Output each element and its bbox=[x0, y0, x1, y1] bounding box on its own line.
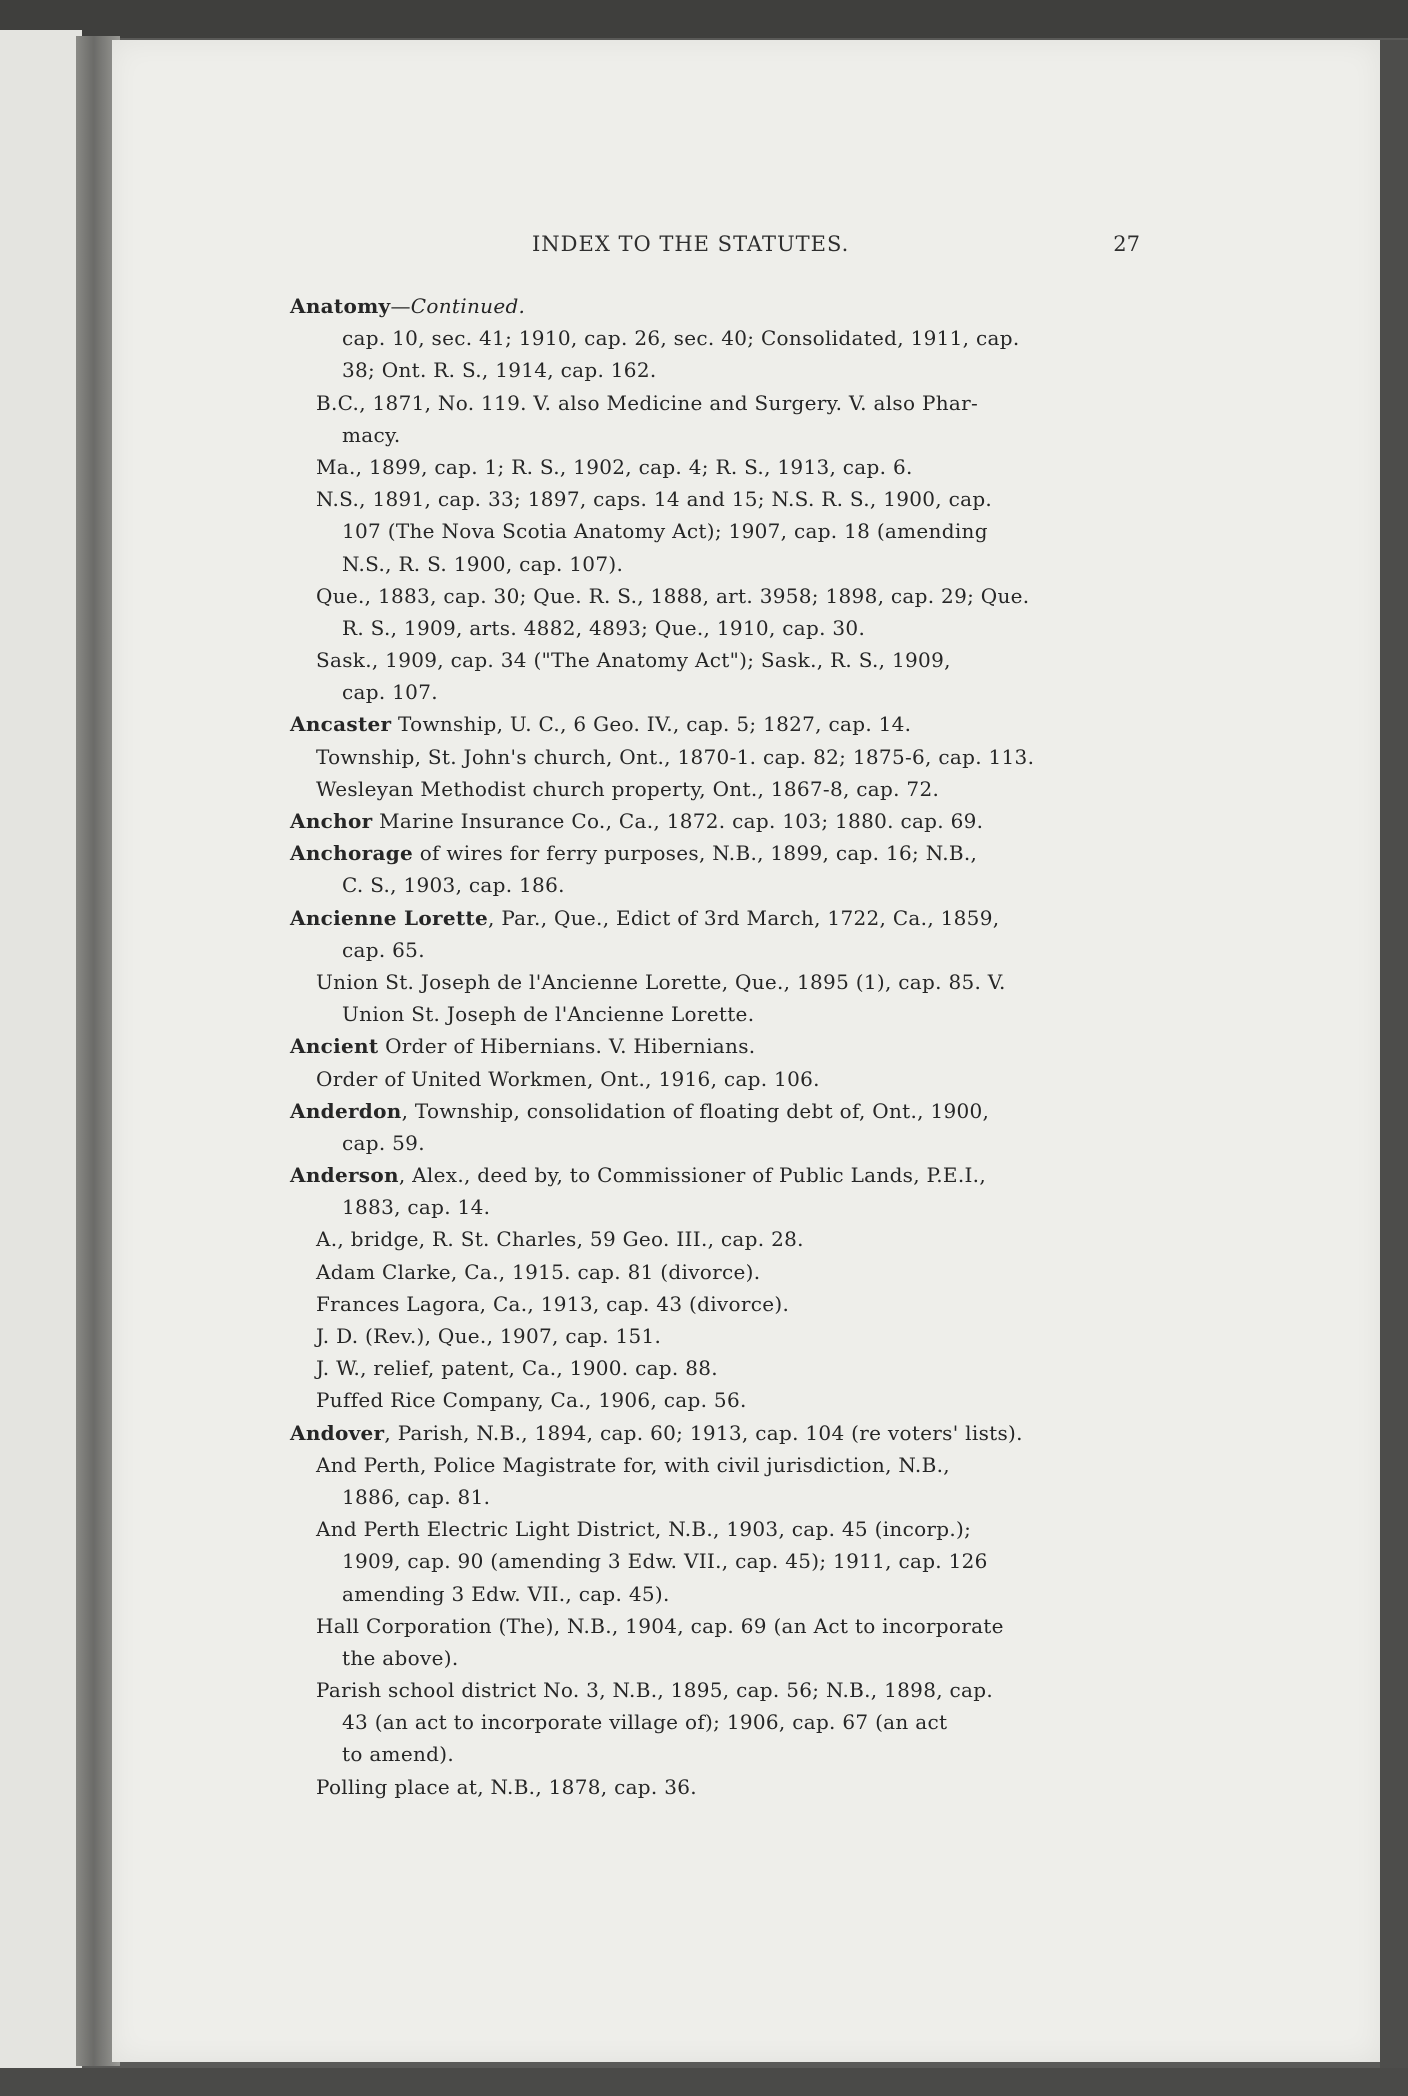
running-head bbox=[420, 232, 1140, 264]
index-entry-head-line bbox=[290, 1159, 1140, 1191]
entry-italic: Continued. bbox=[410, 294, 526, 318]
entry-text: macy. bbox=[342, 422, 401, 447]
running-head-title: INDEX TO THE STATUTES. bbox=[532, 232, 850, 256]
index-entry-line bbox=[290, 451, 1140, 483]
index-entry-line bbox=[290, 1578, 1140, 1610]
index-entry-head-line bbox=[290, 1417, 1140, 1449]
index-entry-line bbox=[290, 1384, 1140, 1416]
entry-text: 107 (The Nova Scotia Anatomy Act); 1907, cap. 18 (amending bbox=[342, 519, 988, 544]
index-entry-head-line bbox=[290, 290, 1140, 322]
index-entry-head-line bbox=[290, 902, 1140, 934]
entry-text: cap. 107. bbox=[342, 680, 438, 705]
entry-text: Township, St. John's church, Ont., 1870-1. cap. 82; 1875-6, cap. 113. bbox=[316, 744, 1035, 769]
index-entry-line bbox=[290, 515, 1140, 547]
entry-text: Order of Hibernians. V. Hibernians. bbox=[378, 1034, 756, 1059]
index-entry-line bbox=[290, 580, 1140, 612]
entry-text: Puffed Rice Company, Ca., 1906, cap. 56. bbox=[316, 1388, 747, 1413]
entry-text: 1886, cap. 81. bbox=[342, 1484, 491, 1509]
scan-bottom-edge bbox=[0, 2068, 1408, 2096]
facing-page-edge bbox=[0, 30, 82, 2070]
entry-text: R. S., 1909, arts. 4882, 4893; Que., 1910, cap. 30. bbox=[342, 615, 866, 640]
entry-text: , Township, consolidation of floating debt of, Ont., 1900, bbox=[401, 1098, 990, 1123]
entry-text: N.S., R. S. 1900, cap. 107). bbox=[342, 551, 624, 576]
entry-text: 1883, cap. 14. bbox=[342, 1195, 491, 1220]
index-entry-head-line bbox=[290, 1030, 1140, 1062]
entry-text: 43 (an act to incorporate village of); 1906, cap. 67 (an act bbox=[342, 1710, 948, 1735]
entry-text: N.S., 1891, cap. 33; 1897, caps. 14 and 15; N.S. R. S., 1900, cap. bbox=[316, 487, 993, 512]
index-entries bbox=[290, 290, 1140, 1803]
entry-text: cap. 59. bbox=[342, 1130, 425, 1155]
entry-headword: Andover bbox=[290, 1420, 385, 1445]
index-entry-line bbox=[290, 966, 1140, 998]
entry-text: J. D. (Rev.), Que., 1907, cap. 151. bbox=[316, 1324, 662, 1348]
index-entry-line bbox=[290, 1771, 1140, 1803]
entry-text: C. S., 1903, cap. 186. bbox=[342, 873, 565, 898]
index-entry-line bbox=[290, 773, 1140, 805]
entry-text: Wesleyan Methodist church property, Ont., 1867-8, cap. 72. bbox=[316, 776, 940, 801]
index-entry-line bbox=[290, 1513, 1140, 1545]
index-entry-line bbox=[290, 483, 1140, 515]
entry-text: , Parish, N.B., 1894, cap. 60; 1913, cap. 104 (re voters' lists). bbox=[384, 1420, 1023, 1445]
entry-text: of wires for ferry purposes, N.B., 1899, cap. 16; N.B., bbox=[413, 841, 978, 866]
entry-text: Union St. Joseph de l'Ancienne Lorette, Que., 1895 (1), cap. 85. V. bbox=[316, 969, 1006, 994]
index-entry-line bbox=[290, 934, 1140, 966]
entry-text: Parish school district No. 3, N.B., 1895, cap. 56; N.B., 1898, cap. bbox=[316, 1678, 994, 1703]
index-entry-line bbox=[290, 419, 1140, 451]
entry-headword: Anchorage bbox=[290, 841, 414, 866]
index-entry-line bbox=[290, 1223, 1140, 1255]
index-entry-line bbox=[290, 1449, 1140, 1481]
index-entry-line bbox=[290, 1610, 1140, 1642]
entry-text: And Perth, Police Magistrate for, with civil jurisdiction, N.B., bbox=[316, 1452, 950, 1477]
entry-text: J. W., relief, patent, Ca., 1900. cap. 88. bbox=[316, 1356, 718, 1381]
index-entry-head-line bbox=[290, 837, 1140, 869]
index-entry-line bbox=[290, 998, 1140, 1030]
entry-text: A., bridge, R. St. Charles, 59 Geo. III., cap. 28. bbox=[316, 1227, 804, 1252]
entry-text: Polling place at, N.B., 1878, cap. 36. bbox=[316, 1774, 697, 1799]
entry-text: amending 3 Edw. VII., cap. 45). bbox=[342, 1581, 670, 1606]
index-entry-line bbox=[290, 1706, 1140, 1738]
index-entry-line bbox=[290, 612, 1140, 644]
entry-text: 38; Ont. R. S., 1914, cap. 162. bbox=[342, 358, 657, 383]
entry-text: Que., 1883, cap. 30; Que. R. S., 1888, art. 3958; 1898, cap. 29; Que. bbox=[316, 583, 1030, 608]
index-entry-line bbox=[290, 741, 1140, 773]
index-entry-line bbox=[290, 1481, 1140, 1513]
entry-text: Marine Insurance Co., Ca., 1872. cap. 103; 1880. cap. 69. bbox=[372, 809, 984, 833]
scan-top-edge bbox=[0, 0, 1408, 38]
entry-text: Order of United Workmen, Ont., 1916, cap. 106. bbox=[316, 1066, 820, 1091]
entry-headword: Anchor bbox=[290, 809, 373, 833]
entry-text: , Alex., deed by, to Commissioner of Public Lands, P.E.I., bbox=[398, 1163, 986, 1188]
entry-text: to amend). bbox=[342, 1742, 455, 1767]
entry-text: Sask., 1909, cap. 34 ("The Anatomy Act"); Sask., R. S., 1909, bbox=[316, 648, 951, 673]
entry-headword: Anderdon bbox=[290, 1098, 402, 1123]
index-entry-line bbox=[290, 1320, 1140, 1352]
entry-headword: Ancienne Lorette bbox=[290, 905, 488, 930]
entry-headword: Ancient bbox=[290, 1034, 379, 1059]
index-entry-line bbox=[290, 676, 1140, 708]
index-entry-head-line bbox=[290, 1095, 1140, 1127]
page-number: 27 bbox=[1113, 232, 1140, 256]
index-entry-line bbox=[290, 322, 1140, 354]
index-entry-line bbox=[290, 1642, 1140, 1674]
entry-text: Adam Clarke, Ca., 1915. cap. 81 (divorce). bbox=[316, 1259, 761, 1284]
entry-text: B.C., 1871, No. 119. V. also Medicine and Surgery. V. also Phar- bbox=[316, 390, 979, 415]
entry-text: cap. 65. bbox=[342, 937, 425, 962]
index-entry-line bbox=[290, 1352, 1140, 1384]
index-entry-line bbox=[290, 869, 1140, 901]
index-entry-line bbox=[290, 354, 1140, 386]
index-entry-line bbox=[290, 548, 1140, 580]
entry-headword: Ancaster bbox=[290, 712, 392, 737]
entry-text: Union St. Joseph de l'Ancienne Lorette. bbox=[342, 1002, 755, 1027]
index-entry-head-line bbox=[290, 708, 1140, 740]
entry-text: And Perth Electric Light District, N.B., 1903, cap. 45 (incorp.); bbox=[316, 1517, 972, 1542]
entry-headword: Anderson bbox=[290, 1163, 399, 1188]
entry-text: the above). bbox=[342, 1645, 459, 1670]
index-entry-line bbox=[290, 1674, 1140, 1706]
index-entry-line bbox=[290, 1127, 1140, 1159]
entry-headword: Anatomy bbox=[290, 294, 391, 318]
index-entry-line bbox=[290, 1256, 1140, 1288]
index-entry-line bbox=[290, 644, 1140, 676]
index-entry-head-line bbox=[290, 805, 1140, 837]
index-entry-line bbox=[290, 1288, 1140, 1320]
entry-text: 1909, cap. 90 (amending 3 Edw. VII., cap. 45); 1911, cap. 126 bbox=[342, 1549, 988, 1574]
index-entry-line bbox=[290, 1063, 1140, 1095]
index-entry-line bbox=[290, 387, 1140, 419]
entry-text: — bbox=[390, 294, 411, 318]
scan-right-edge bbox=[1380, 40, 1408, 2070]
entry-text: Frances Lagora, Ca., 1913, cap. 43 (divorce). bbox=[316, 1291, 790, 1316]
index-entry-line bbox=[290, 1738, 1140, 1770]
index-entry-line bbox=[290, 1545, 1140, 1577]
index-entry-line bbox=[290, 1191, 1140, 1223]
entry-text: cap. 10, sec. 41; 1910, cap. 26, sec. 40; Consolidated, 1911, cap. bbox=[342, 326, 1020, 351]
entry-text: , Par., Que., Edict of 3rd March, 1722, Ca., 1859, bbox=[488, 905, 1000, 930]
entry-text: Hall Corporation (The), N.B., 1904, cap. 69 (an Act to incorporate bbox=[316, 1613, 1004, 1638]
entry-text: Township, U. C., 6 Geo. IV., cap. 5; 1827, cap. 14. bbox=[391, 712, 912, 737]
entry-text: Ma., 1899, cap. 1; R. S., 1902, cap. 4; R. S., 1913, cap. 6. bbox=[316, 454, 913, 479]
